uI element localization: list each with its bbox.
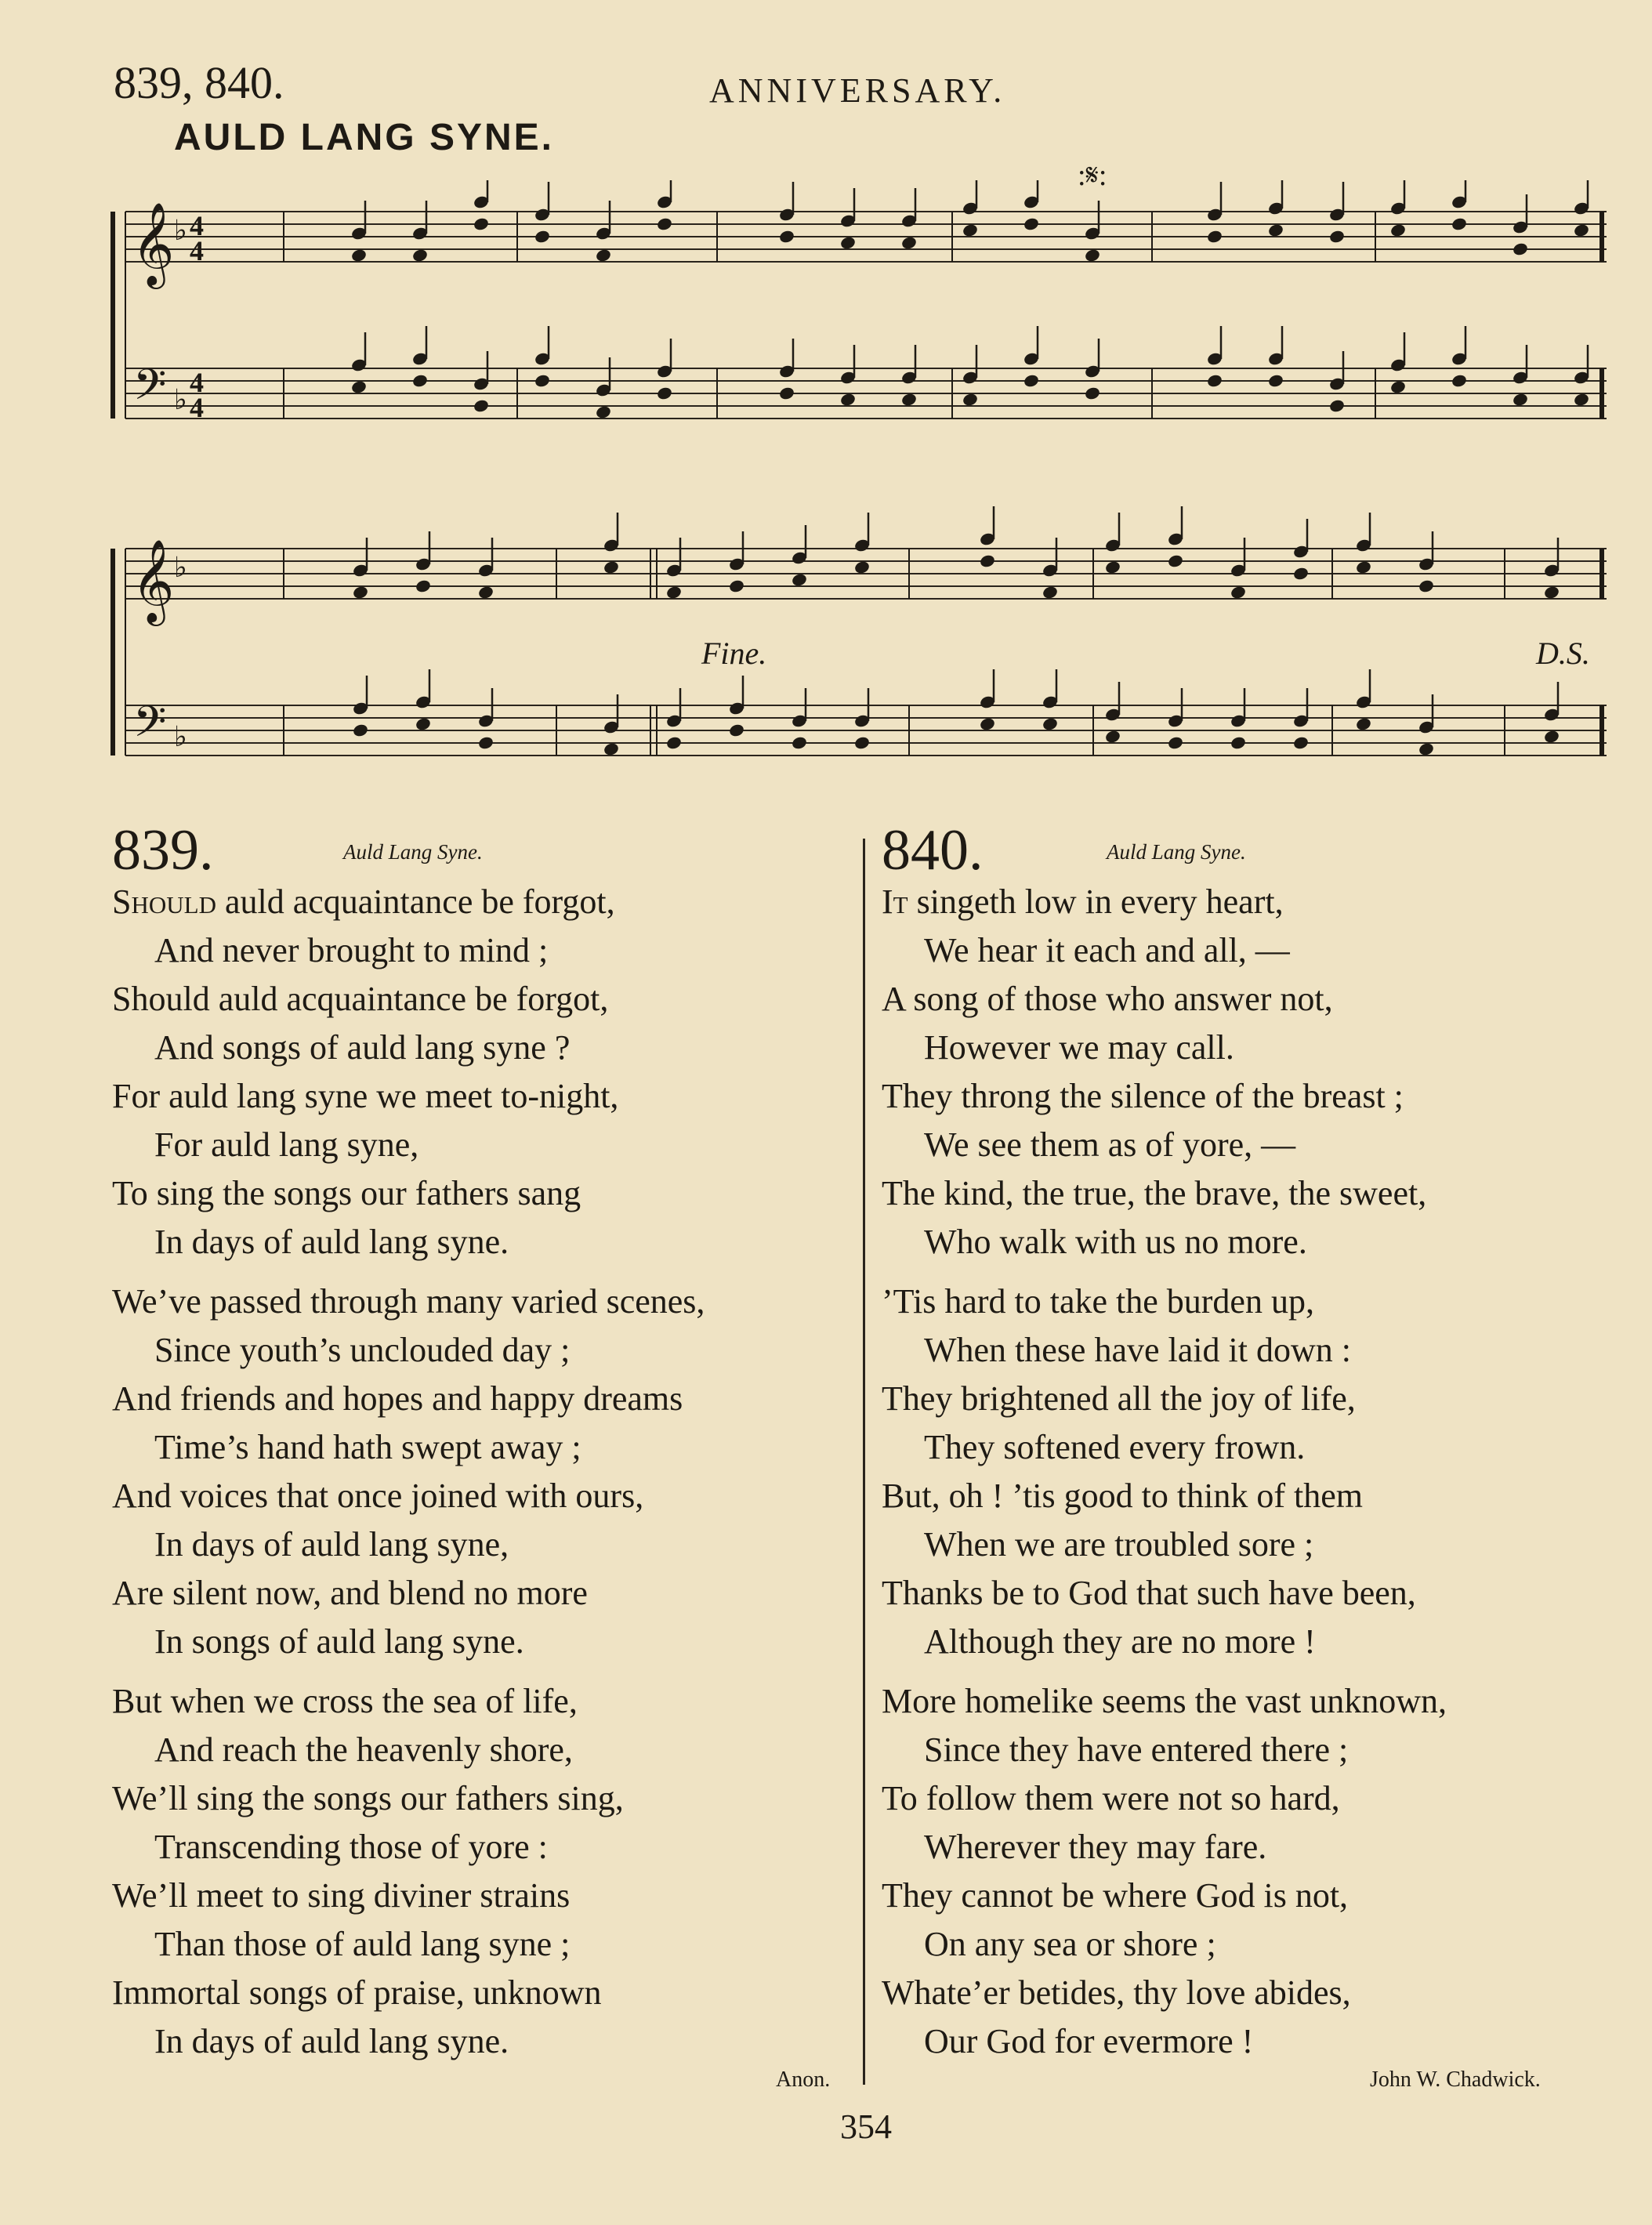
hymn-tune-name: Auld Lang Syne. [343,840,483,864]
staff-system-1 [102,180,1614,447]
verse-line: Are silent now, and blend no more [112,1574,588,1612]
verse-line: We’ll meet to sing diviner strains [112,1876,571,1915]
verse-line: And songs of auld lang syne ? [154,1028,571,1067]
verse-line: They cannot be where God is not, [882,1876,1349,1915]
verse-line: We’ll sing the songs our fathers sing, [112,1779,624,1817]
time-signature: 4 [190,392,204,423]
music-system-1 [102,159,1614,447]
verse-line: And never brought to mind ; [154,931,549,969]
key-signature-flat: ♭ [174,721,187,752]
time-signature: 4 [190,235,204,266]
verse-line: It singeth low in every heart, [882,882,1284,921]
verse-line: They throng the silence of the breast ; [882,1077,1404,1115]
verse-line: Whate’er betides, thy love abides, [882,1973,1351,2012]
verse-line: For auld lang syne, [154,1125,419,1164]
verse-line: For auld lang syne we meet to-night, [112,1077,619,1115]
verse-line: And voices that once joined with ours, [112,1477,644,1515]
bass-clef: 𝄢 [133,697,167,757]
treble-notes [350,180,1590,263]
verse-line: Since they have entered there ; [924,1730,1349,1769]
verse-line: In songs of auld lang syne. [154,1622,524,1661]
treble-staff [125,549,1607,599]
verse-line: ’Tis hard to take the burden up, [882,1282,1314,1321]
bass-staff [125,368,1607,419]
key-signature-flat: ♭ [174,384,187,415]
verse-line: Immortal songs of praise, unknown [112,1973,602,2012]
verse-line: Our God for evermore ! [924,2022,1254,2060]
verse-line: In days of auld lang syne. [154,1223,509,1261]
staff-system-2 [102,502,1614,784]
verse-line: But when we cross the sea of life, [112,1682,578,1720]
verse-line: To sing the songs our fathers sang [112,1174,581,1212]
verse-line: Than those of auld lang syne ; [154,1925,571,1963]
verse-line: In days of auld lang syne. [154,2022,509,2060]
hymn-number: 839. [112,818,214,882]
verse-line: When these have laid it down : [924,1331,1351,1369]
hymn-839 [112,818,864,2066]
verse-line: Since youth’s unclouded day ; [154,1331,571,1369]
verse-line: Wherever they may fare. [924,1828,1267,1866]
category-title: ANNIVERSARY. [709,71,1006,110]
verse-line: But, oh ! ’tis good to think of them [882,1477,1363,1515]
bass-staff [125,705,1607,756]
verse-line: Should auld acquaintance be forgot, [112,882,615,921]
time-signature: 4 [190,210,204,241]
verse-line: A song of those who answer not, [882,980,1333,1018]
verse-line: In days of auld lang syne, [154,1525,509,1564]
author-839: Anon. [776,2067,831,2092]
hymn-840 [882,818,1634,2066]
verse-line: Time’s hand hath swept away ; [154,1428,581,1466]
column-divider [863,839,865,2085]
key-signature-flat: ♭ [174,552,187,583]
stanza [882,878,1634,1267]
verse-line: Should auld acquaintance be forgot, [112,980,609,1018]
segno-sign: :𝄋: [1078,159,1107,192]
stanza [882,1277,1634,1666]
stanza [112,1277,864,1666]
verse-line: The kind, the true, the brave, the sweet, [882,1174,1427,1212]
verse-line: They softened every frown. [924,1428,1306,1466]
verse-line: When we are troubled sore ; [924,1525,1314,1564]
music-system-2 [102,502,1614,784]
verse-line: Who walk with us no more. [924,1223,1307,1261]
verse-line: Transcending those of yore : [154,1828,548,1866]
verse-line: Thanks be to God that such have been, [882,1574,1416,1612]
first-word: It [882,882,908,921]
stanza [112,878,864,1267]
verse-line: We’ve passed through many varied scenes, [112,1282,705,1321]
verse-line: And friends and hopes and happy dreams [112,1379,683,1418]
verse-line: On any sea or shore ; [924,1925,1216,1963]
hymn-text [112,878,864,2066]
stanza [112,1677,864,2066]
page-number: 354 [840,2107,892,2146]
hymn-text [882,878,1634,2066]
treble-staff [125,212,1607,262]
verse-line: They brightened all the joy of life, [882,1379,1356,1418]
verse-line: We see them as of yore, — [924,1125,1296,1164]
time-signature: 4 [190,367,204,398]
treble-clef: 𝄞 [132,538,175,622]
fine-marking: Fine. [701,636,767,671]
verse-line: We hear it each and all, — [924,931,1290,969]
bass-clef: 𝄢 [133,360,167,420]
hymn-tune-name: Auld Lang Syne. [1107,840,1246,864]
verse-line: Although they are no more ! [924,1622,1316,1661]
da-segno-marking: D.S. [1536,636,1590,671]
hymn-numbers: 839, 840. [114,57,284,108]
verse-line: More homelike seems the vast unknown, [882,1682,1447,1720]
verse-line: And reach the heavenly shore, [154,1730,573,1769]
hymn-number: 840. [882,818,984,882]
author-840: John W. Chadwick. [1370,2067,1541,2092]
verse-line: To follow them were not so hard, [882,1779,1340,1817]
first-word: Should [112,882,216,921]
tune-title: AULD LANG SYNE. [174,117,555,158]
treble-clef: 𝄞 [132,201,175,285]
stanza [882,1677,1634,2066]
key-signature-flat: ♭ [174,215,187,246]
verse-line: However we may call. [924,1028,1234,1067]
